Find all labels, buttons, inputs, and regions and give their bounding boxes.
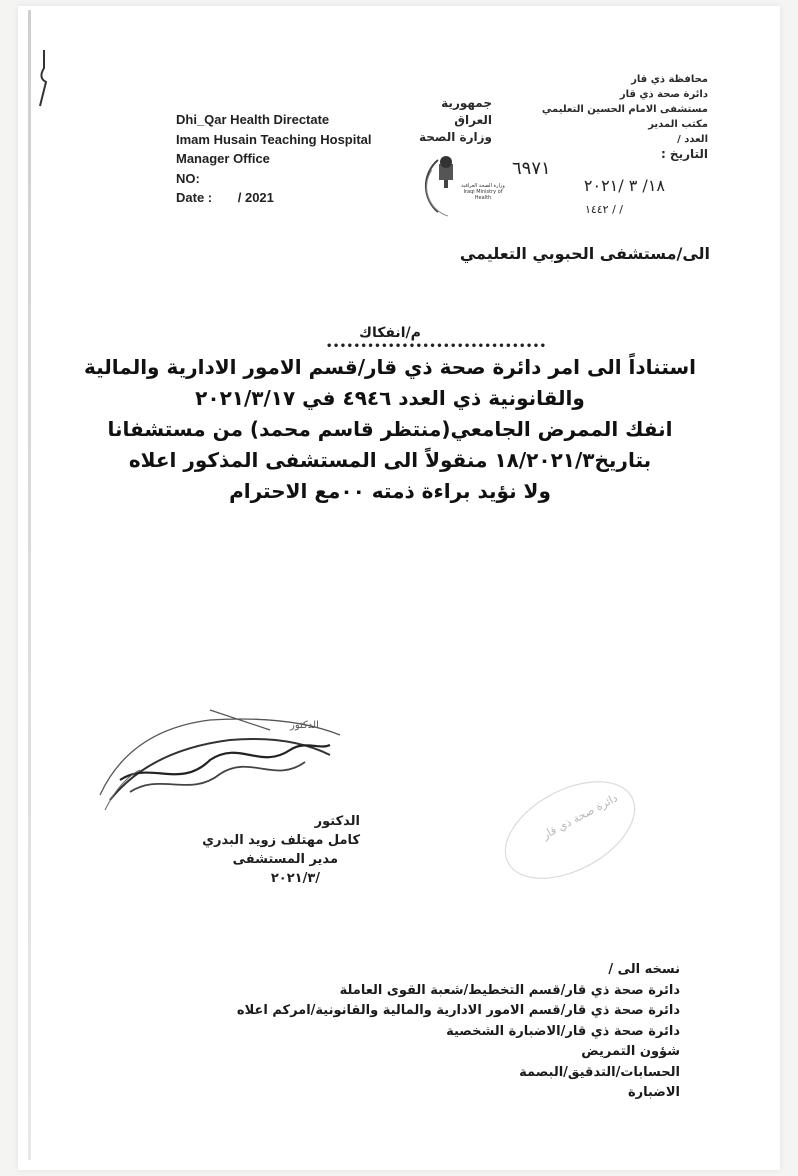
republic-label: جمهورية العراق	[441, 96, 492, 127]
logo-caption	[455, 183, 511, 201]
copy-item: الحسابات/التدقيق/البصمة	[519, 1064, 680, 1080]
copy-item: دائرة صحة ذي قار/الاضبارة الشخصية	[446, 1023, 680, 1039]
number-label-ar: العدد /	[677, 134, 708, 145]
signature-title: الدكتور	[314, 814, 360, 829]
letter-body	[70, 352, 710, 507]
hospital-name: Imam Husain Teaching Hospital	[176, 131, 372, 147]
manager-office-label-ar: مكتب المدير	[648, 119, 708, 130]
subject-underline-dots: ••••••••••••••••••••••••••••••••	[326, 341, 547, 352]
subject-line: م/انفكاك	[359, 325, 421, 341]
copy-item: الاضبارة	[627, 1085, 680, 1100]
recipient-line: الى/مستشفى الحبوبي التعليمي	[459, 244, 710, 263]
date-value: / 2021	[237, 190, 274, 205]
body-line-1: استناداً الى امر دائرة صحة ذي قار/قسم الامور الادارية والمالية	[83, 355, 697, 379]
signature-position: مدير المستشفى	[232, 852, 338, 867]
copy-item: دائرة صحة ذي قار/قسم الامور الادارية والمالية والقانونية/امركم اعلاه	[236, 1003, 680, 1018]
body-line-4: بتاريخ١٨/٢٠٢١/٣ منقولاً الى المستشفى المذكور اعلاه	[128, 448, 652, 472]
signature-date: /٢٠٢١/٣	[270, 871, 320, 886]
signature-name: كامل مهتلف زويد البدري	[202, 833, 360, 848]
office-name: Manager Office	[176, 151, 270, 166]
handwritten-date: ١٨/ ٣ /٢٠٢١	[583, 176, 665, 195]
copies-list	[200, 960, 680, 1104]
faint-stamp-text: دائرة صحة ذي قار	[540, 791, 620, 842]
health-directorate-label: دائرة صحة ذي قار	[619, 89, 708, 100]
page-edge-shadow	[28, 10, 31, 1160]
date-label-ar: التاريخ :	[660, 147, 708, 161]
number-label: NO:	[176, 170, 200, 186]
stamp-text: الدكتور	[290, 720, 319, 731]
signature-block	[170, 812, 360, 888]
logo-caption-ar: وزارة الصحة العراقية	[461, 183, 505, 189]
body-line-3: انفك الممرض الجامعي(منتظر قاسم محمد) من مستشفانا	[107, 417, 673, 441]
body-line-5: ولا نؤيد براءة ذمته ٠٠مع الاحترام	[229, 479, 551, 503]
date-label: Date :	[176, 190, 213, 205]
hospital-label-ar: مستشفى الامام الحسين التعليمي	[541, 104, 708, 115]
hijri-date: / / ١٤٤٢	[584, 203, 623, 216]
pen-mark-icon	[34, 48, 54, 108]
ministry-label: وزارة الصحة	[418, 130, 492, 144]
copy-item: دائرة صحة ذي قار/قسم التخطيط/شعبة القوى العاملة	[339, 982, 680, 998]
date-row	[176, 188, 372, 208]
handwritten-number: ٦٩٧١	[512, 158, 551, 179]
copy-item: شؤون التمريض	[581, 1044, 680, 1059]
copies-heading: نسخه الى /	[608, 962, 680, 977]
logo-caption-en: Iraqi Ministry of Health	[463, 189, 503, 201]
english-header	[176, 110, 372, 208]
body-line-2: والقانونية ذي العدد ٤٩٤٦ في ٢٠٢١/٣/١٧	[195, 386, 585, 410]
signature-stamp-icon	[90, 700, 350, 830]
arabic-center-header	[402, 95, 492, 146]
directorate-name: Dhi_Qar Health Directate	[176, 112, 330, 127]
governorate-label: محافظة ذي قار	[631, 74, 708, 85]
arabic-right-header	[541, 72, 708, 162]
